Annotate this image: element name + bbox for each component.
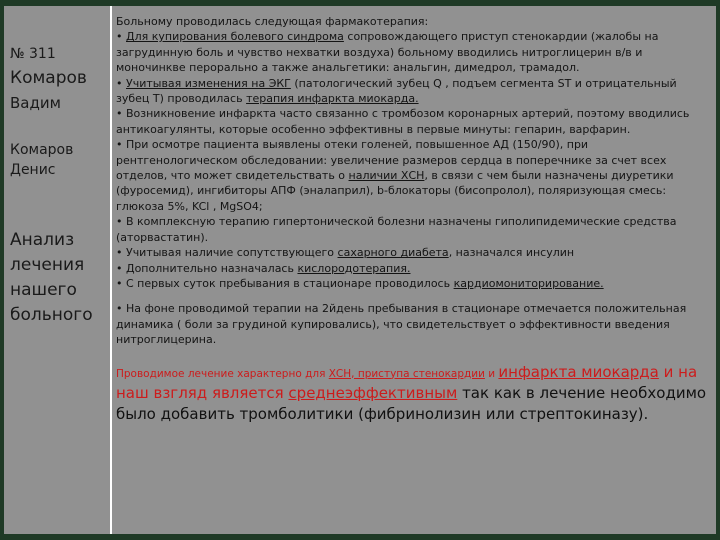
link-pain-syndrome[interactable]: Для купирования болевого синдрома <box>126 30 344 44</box>
content-column <box>116 14 710 530</box>
link-mi-therapy[interactable]: терапия инфаркта миокарда. <box>246 92 419 106</box>
bullet-anticoagulants: • Возникновение инфаркта часто связанно с тромбозом коронарных артерий, поэтому вводились антикоагулянты, которые особенно эффективны в первые минуты: гепарин, варфарин. <box>116 107 690 136</box>
link-ecg[interactable]: Учитывая изменения на ЭКГ <box>126 76 291 90</box>
spacer <box>116 291 710 301</box>
intro-text: Больному проводилась следующая фармакотерапия: <box>116 15 429 28</box>
link-conditions[interactable]: ХСН, приступа стенокардии <box>328 367 485 380</box>
bullet-oxygen: • Дополнительно назначалась кислородотерапия. <box>116 261 411 275</box>
author-second: Комаров Денис <box>10 142 74 178</box>
left-column <box>4 6 112 534</box>
author-firstname: Вадим <box>10 94 61 112</box>
bullet-pain-relief: • Для купирования болевого синдрома сопровождающего приступ стенокардии (жалобы на загрудинную боль и чувство нехватки воздуха) больному вводились нитроглицерин в/в и моночинкве перорально а также анальгетики: анальгин, димедрол, трамадол. <box>116 30 659 75</box>
slide-title: Анализ лечения нашего больного <box>10 230 93 325</box>
link-infarction[interactable]: инфаркта миокарда <box>498 362 659 381</box>
bullet-diabetes: • Учитывая наличие сопутствующего сахарного диабета, назначался инсулин <box>116 246 575 260</box>
spacer <box>116 348 710 362</box>
author-surname: Комаров <box>10 68 87 88</box>
bullet-chf: • При осмотре пациента выявлены отеки голеней, повышенное АД (150/90), при рентгенологическом обследовании: увеличение размеров сердца в поперечнике за счет всех отделов, что может свидетельствать о наличии ХСН, в связи с чем были назначены диуретики (фуросемид), ингибиторы АПФ (эналаприл), b-блокаторы (бисопролол), поляризующая смесь: глюкоза 5%, KCl , MgSO4; <box>116 138 674 213</box>
bullet-ecg: • Учитывая изменения на ЭКГ (патологический зубец Q , подъем сегмента ST и отрицательный зубец T) проводилась терапия инфаркта миокарда. <box>116 76 677 106</box>
link-diabetes[interactable]: сахарного диабета <box>337 246 449 260</box>
link-oxygen[interactable]: кислородотерапия. <box>297 261 411 275</box>
record-number: № 311 <box>10 46 56 62</box>
bullet-hypertension: • В комплексную терапию гипертонической болезни назначены гиполипидемические средства (аторвастатин). <box>116 215 677 244</box>
bullet-monitoring: • С первых суток пребывания в стационаре проводилось кардиомониторирование. <box>116 276 604 290</box>
conclusion: Проводимое лечение характерно для ХСН, приступа стенокардии и инфаркта миокарда и на наш взгляд является среднеэффективным так как в лечение необходимо было добавить тромболитики (фибринолизин или стрептокиназу). <box>116 362 707 423</box>
link-efficacy[interactable]: среднеэффективным <box>288 383 458 402</box>
link-chf[interactable]: наличии ХСН <box>348 169 425 183</box>
bullet-dynamics: • На фоне проводимой терапии на 2йдень пребывания в стационаре отмечается положительная динамика ( боли за грудиной купировались), что свидетельствует о эффективности введения нитроглицерина. <box>116 302 687 347</box>
slide <box>4 6 716 534</box>
link-monitoring[interactable]: кардиомониторирование. <box>453 276 604 290</box>
